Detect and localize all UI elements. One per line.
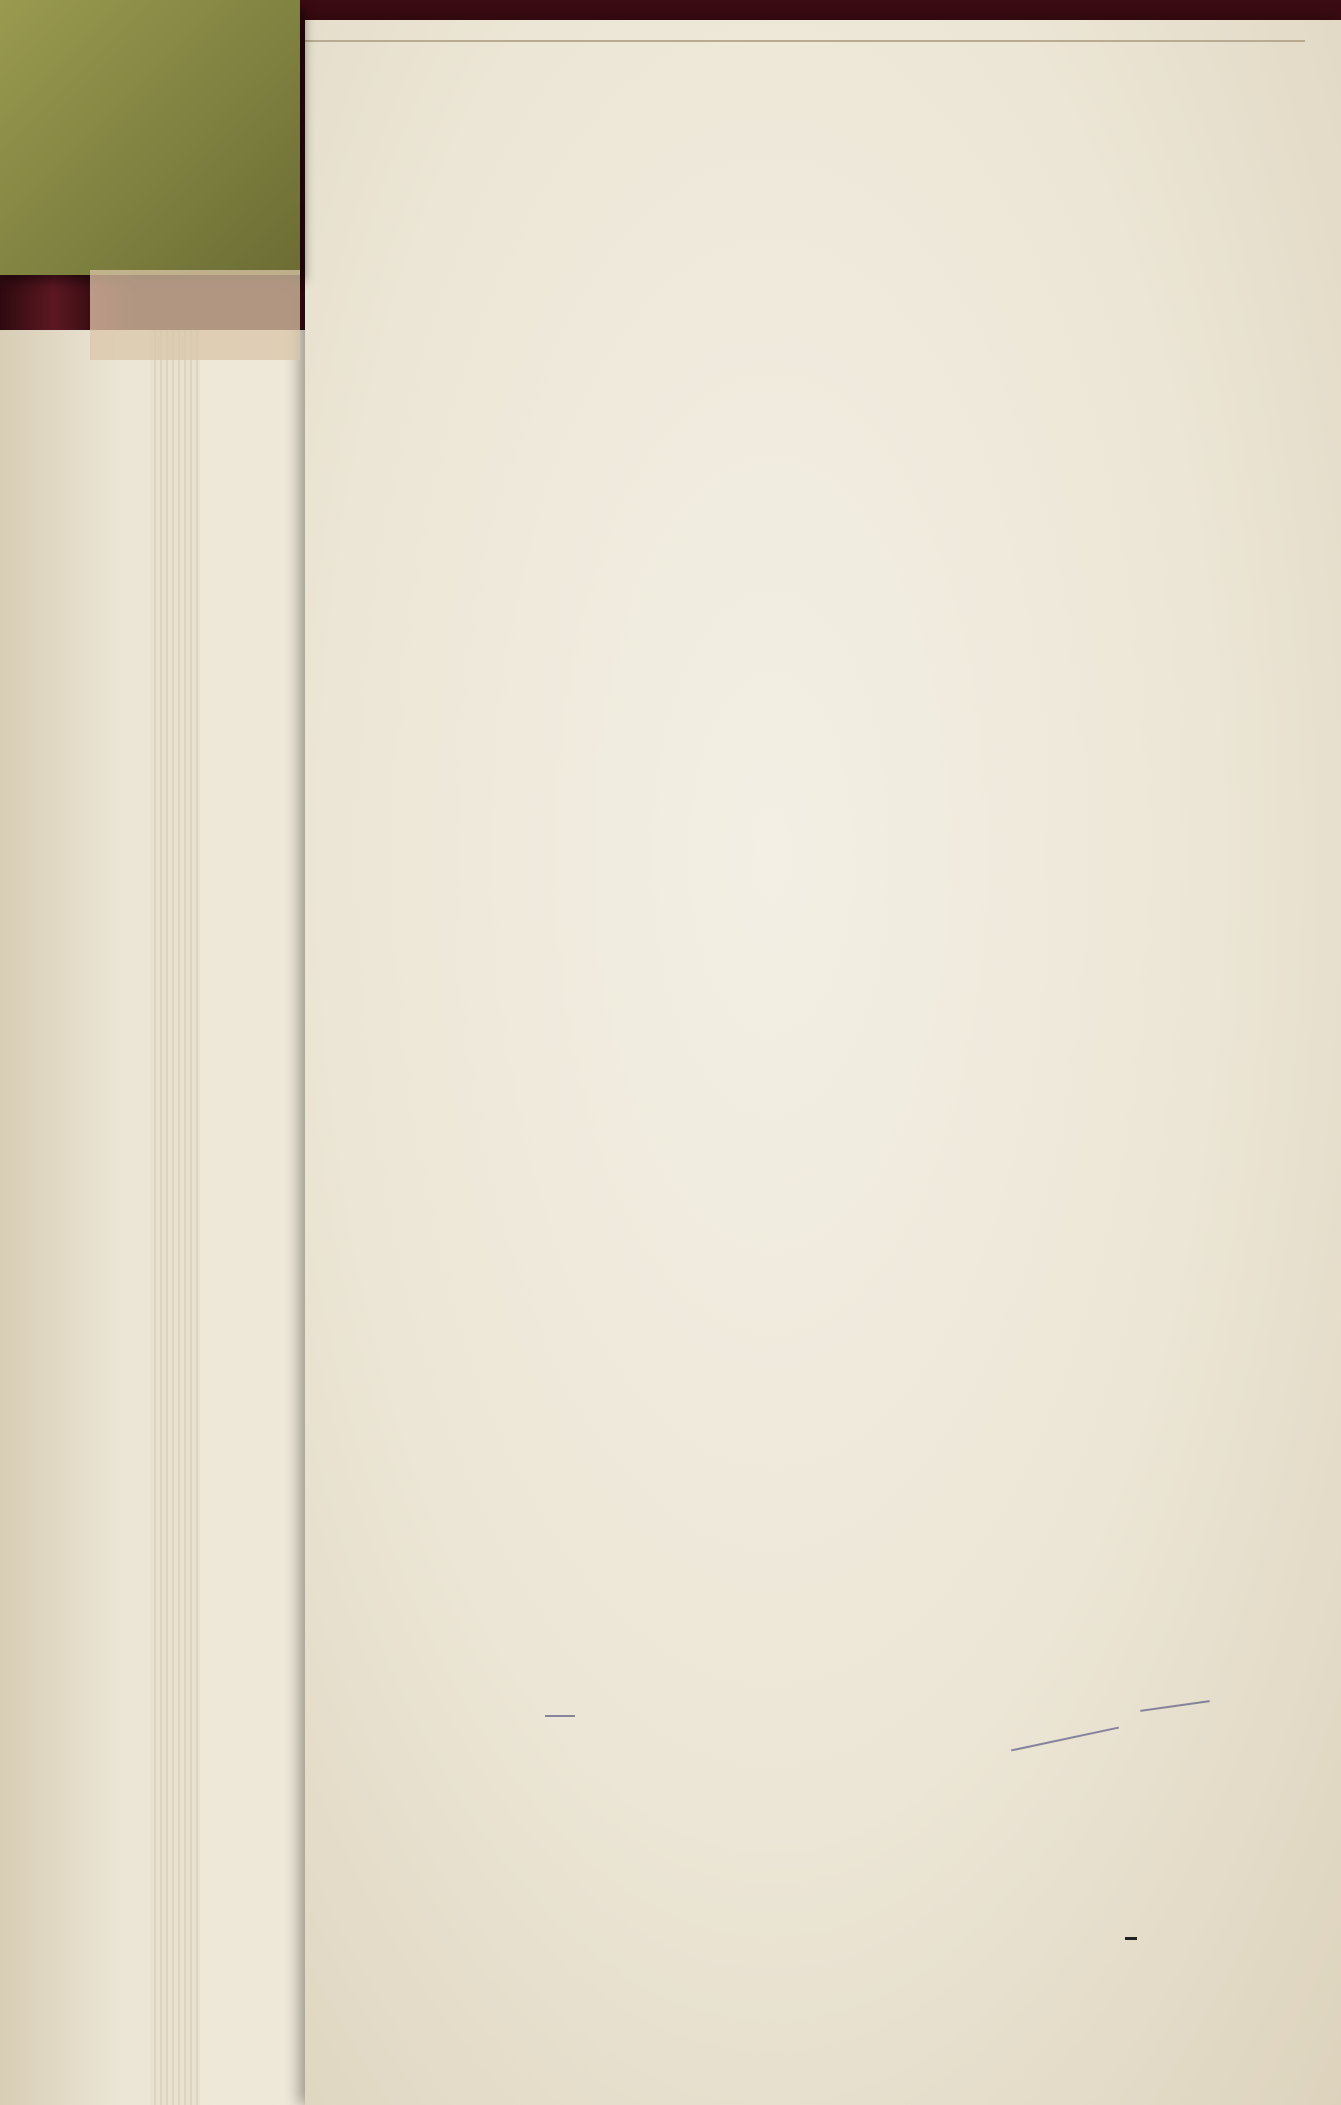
book-page — [305, 20, 1341, 2105]
page-stack-edges — [150, 330, 200, 2105]
printer-mark — [1125, 1937, 1137, 1940]
page-top-rule — [305, 40, 1305, 42]
tab-shadow-edge — [90, 270, 300, 360]
pen-mark — [545, 1715, 575, 1717]
green-bookmark-tab — [0, 0, 300, 275]
